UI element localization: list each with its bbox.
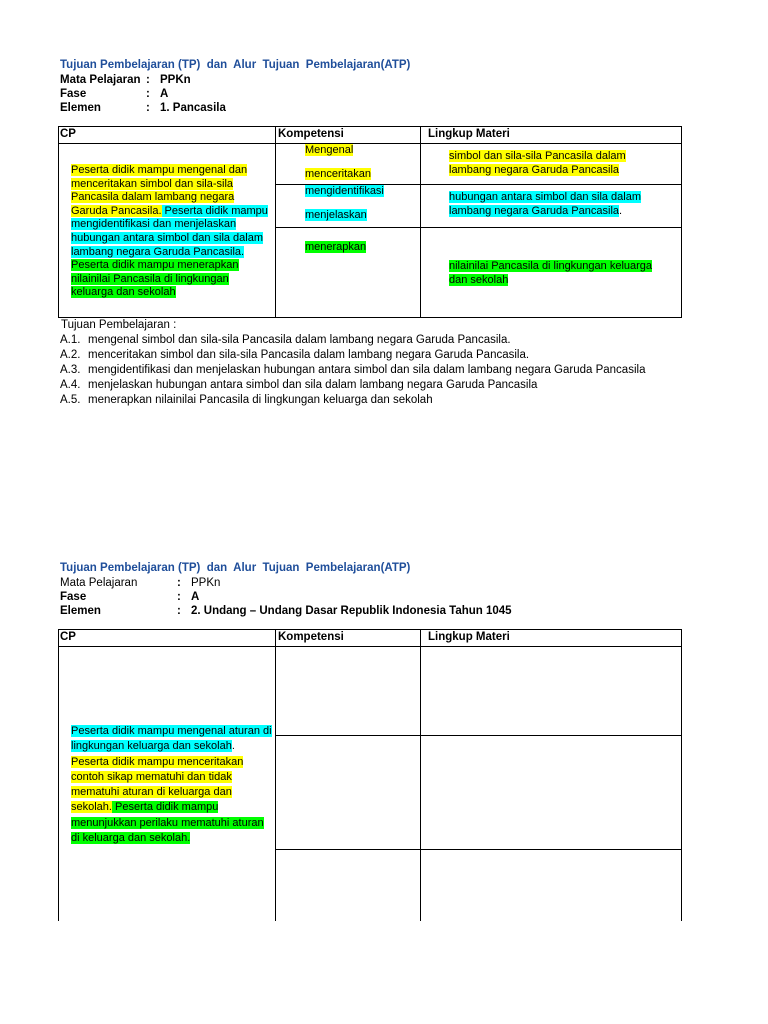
tp-text: menceritakan simbol dan sila-sila Pancasila dalam lambang negara Garuda Pancasila. xyxy=(88,349,530,361)
kompetensi-label: menjelaskan xyxy=(305,209,367,221)
lingkup-label: hubungan antara simbol dan sila dalam lambang negara Garuda Pancasila xyxy=(449,191,642,217)
meta-colon: : xyxy=(177,605,181,617)
tp-text: mengidentifikasi dan menjelaskan hubungan antara simbol dan sila dalam lambang negara Garuda Pancasila xyxy=(88,364,646,376)
lingkup-item xyxy=(449,260,664,287)
meta-colon: : xyxy=(146,88,150,100)
tp-number: A.1. xyxy=(60,334,81,346)
tp-list-item xyxy=(60,333,511,348)
meta-label: Elemen xyxy=(60,102,101,114)
meta-row-element xyxy=(60,604,660,618)
tp-heading-text: Tujuan Pembelajaran : xyxy=(61,319,177,331)
meta-value: PPKn xyxy=(160,74,191,86)
kompetensi-item xyxy=(305,144,353,158)
kompetensi-item xyxy=(305,209,367,223)
lingkup-item: hubungan antara simbol dan sila dalam lambang negara Garuda Pancasila. xyxy=(449,191,642,217)
cp-text xyxy=(71,724,273,846)
header-kompetensi: Kompetensi xyxy=(278,631,344,643)
header-lingkup-materi: Lingkup Materi xyxy=(428,128,510,140)
tp-list-item xyxy=(60,348,529,363)
meta-label: Fase xyxy=(60,88,87,100)
meta-colon: : xyxy=(146,102,150,114)
meta-row-subject xyxy=(60,576,660,590)
tp-heading xyxy=(60,318,176,333)
tp-list-item xyxy=(60,393,433,408)
tp-list-item xyxy=(60,378,537,393)
cp-text-segment: Peserta didik mampu mengidentifikasi dan menjelaskan hubungan antara simbol dan sila dalam lambang negara Garuda Pancasila. xyxy=(71,204,268,258)
kompetensi-item xyxy=(305,185,384,199)
meta-row-subject xyxy=(60,73,460,87)
lingkup-item xyxy=(449,150,664,177)
meta-label: Fase xyxy=(60,591,87,603)
section2-meta xyxy=(60,576,660,620)
kompetensi-label: menceritakan xyxy=(305,168,372,180)
header-divider xyxy=(59,646,681,647)
section2-title: Tujuan Pembelajaran (TP) dan Alur Tujuan Pembelajaran(ATP) xyxy=(60,562,411,574)
kompetensi-label: menerapkan xyxy=(305,241,367,253)
cp-text-segment: Peserta didik mampu mengenal dan menceritakan simbol dan sila-sila Pancasila dalam lambang negara Garuda Pancasila. xyxy=(71,164,248,217)
column-divider xyxy=(420,630,421,921)
tp-number: A.5. xyxy=(60,394,81,406)
cp-text-segment: Peserta didik mampu menerapkan nilainilai Pancasila di lingkungan keluarga dan sekolah xyxy=(71,259,239,299)
tp-number: A.4. xyxy=(60,379,81,391)
lingkup-label: simbol dan sila-sila Pancasila dalam lambang negara Garuda Pancasila xyxy=(449,150,626,176)
meta-label: Elemen xyxy=(60,605,101,617)
column-divider xyxy=(275,630,276,921)
section1-table xyxy=(58,126,682,318)
cp-text-segment: Peserta didik mampu menceritakan contoh sikap mematuhi dan tidak mematuhi aturan di keluarga dan sekolah. xyxy=(71,755,244,814)
kompetensi-label: mengidentifikasi xyxy=(305,185,384,197)
meta-row-phase xyxy=(60,87,460,101)
header-cp: CP xyxy=(60,631,76,643)
header-kompetensi: Kompetensi xyxy=(278,128,344,140)
row-divider xyxy=(275,227,681,228)
meta-value: 2. Undang – Undang Dasar Republik Indonesia Tahun 1045 xyxy=(191,605,512,617)
tp-text: menjelaskan hubungan antara simbol dan sila dalam lambang negara Garuda Pancasila xyxy=(88,379,538,391)
column-divider xyxy=(420,127,421,317)
row-divider xyxy=(275,735,681,736)
meta-value: A xyxy=(160,88,169,100)
tp-number: A.2. xyxy=(60,349,81,361)
meta-value: 1. Pancasila xyxy=(160,102,226,114)
header-cp: CP xyxy=(60,128,76,140)
meta-label: Mata Pelajaran xyxy=(60,577,138,589)
cp-text-segment: Peserta didik mampu menunjukkan perilaku mematuhi aturan di keluarga dan sekolah. xyxy=(71,801,264,845)
meta-row-element xyxy=(60,101,460,115)
tp-number: A.3. xyxy=(60,364,81,376)
meta-row-phase xyxy=(60,590,660,604)
meta-value: PPKn xyxy=(191,577,221,589)
meta-label: Mata Pelajaran xyxy=(60,74,141,86)
section2-table xyxy=(58,629,682,921)
section1-meta xyxy=(60,73,460,117)
header-lingkup-materi: Lingkup Materi xyxy=(428,631,510,643)
cp-text-segment: . xyxy=(231,740,235,753)
meta-colon: : xyxy=(177,591,181,603)
kompetensi-item xyxy=(305,241,366,255)
cp-text-segment: Peserta didik mampu mengenal aturan di lingkungan keluarga dan sekolah xyxy=(71,725,272,753)
header-divider xyxy=(59,143,681,144)
cp-text xyxy=(71,164,271,300)
kompetensi-item xyxy=(305,168,371,182)
tp-text: menerapkan nilainilai Pancasila di lingkungan keluarga dan sekolah xyxy=(88,394,433,406)
tp-list-item xyxy=(60,363,645,378)
meta-value: A xyxy=(191,591,200,603)
column-divider xyxy=(275,127,276,317)
row-divider xyxy=(275,849,681,850)
meta-colon: : xyxy=(177,577,181,589)
kompetensi-label: Mengenal xyxy=(305,144,354,156)
tp-text: mengenal simbol dan sila-sila Pancasila dalam lambang negara Garuda Pancasila. xyxy=(88,334,511,346)
lingkup-label: nilainilai Pancasila di lingkungan keluarga dan sekolah xyxy=(449,260,653,286)
section1-title: Tujuan Pembelajaran (TP) dan Alur Tujuan Pembelajaran(ATP) xyxy=(60,59,411,71)
meta-colon: : xyxy=(146,74,150,86)
